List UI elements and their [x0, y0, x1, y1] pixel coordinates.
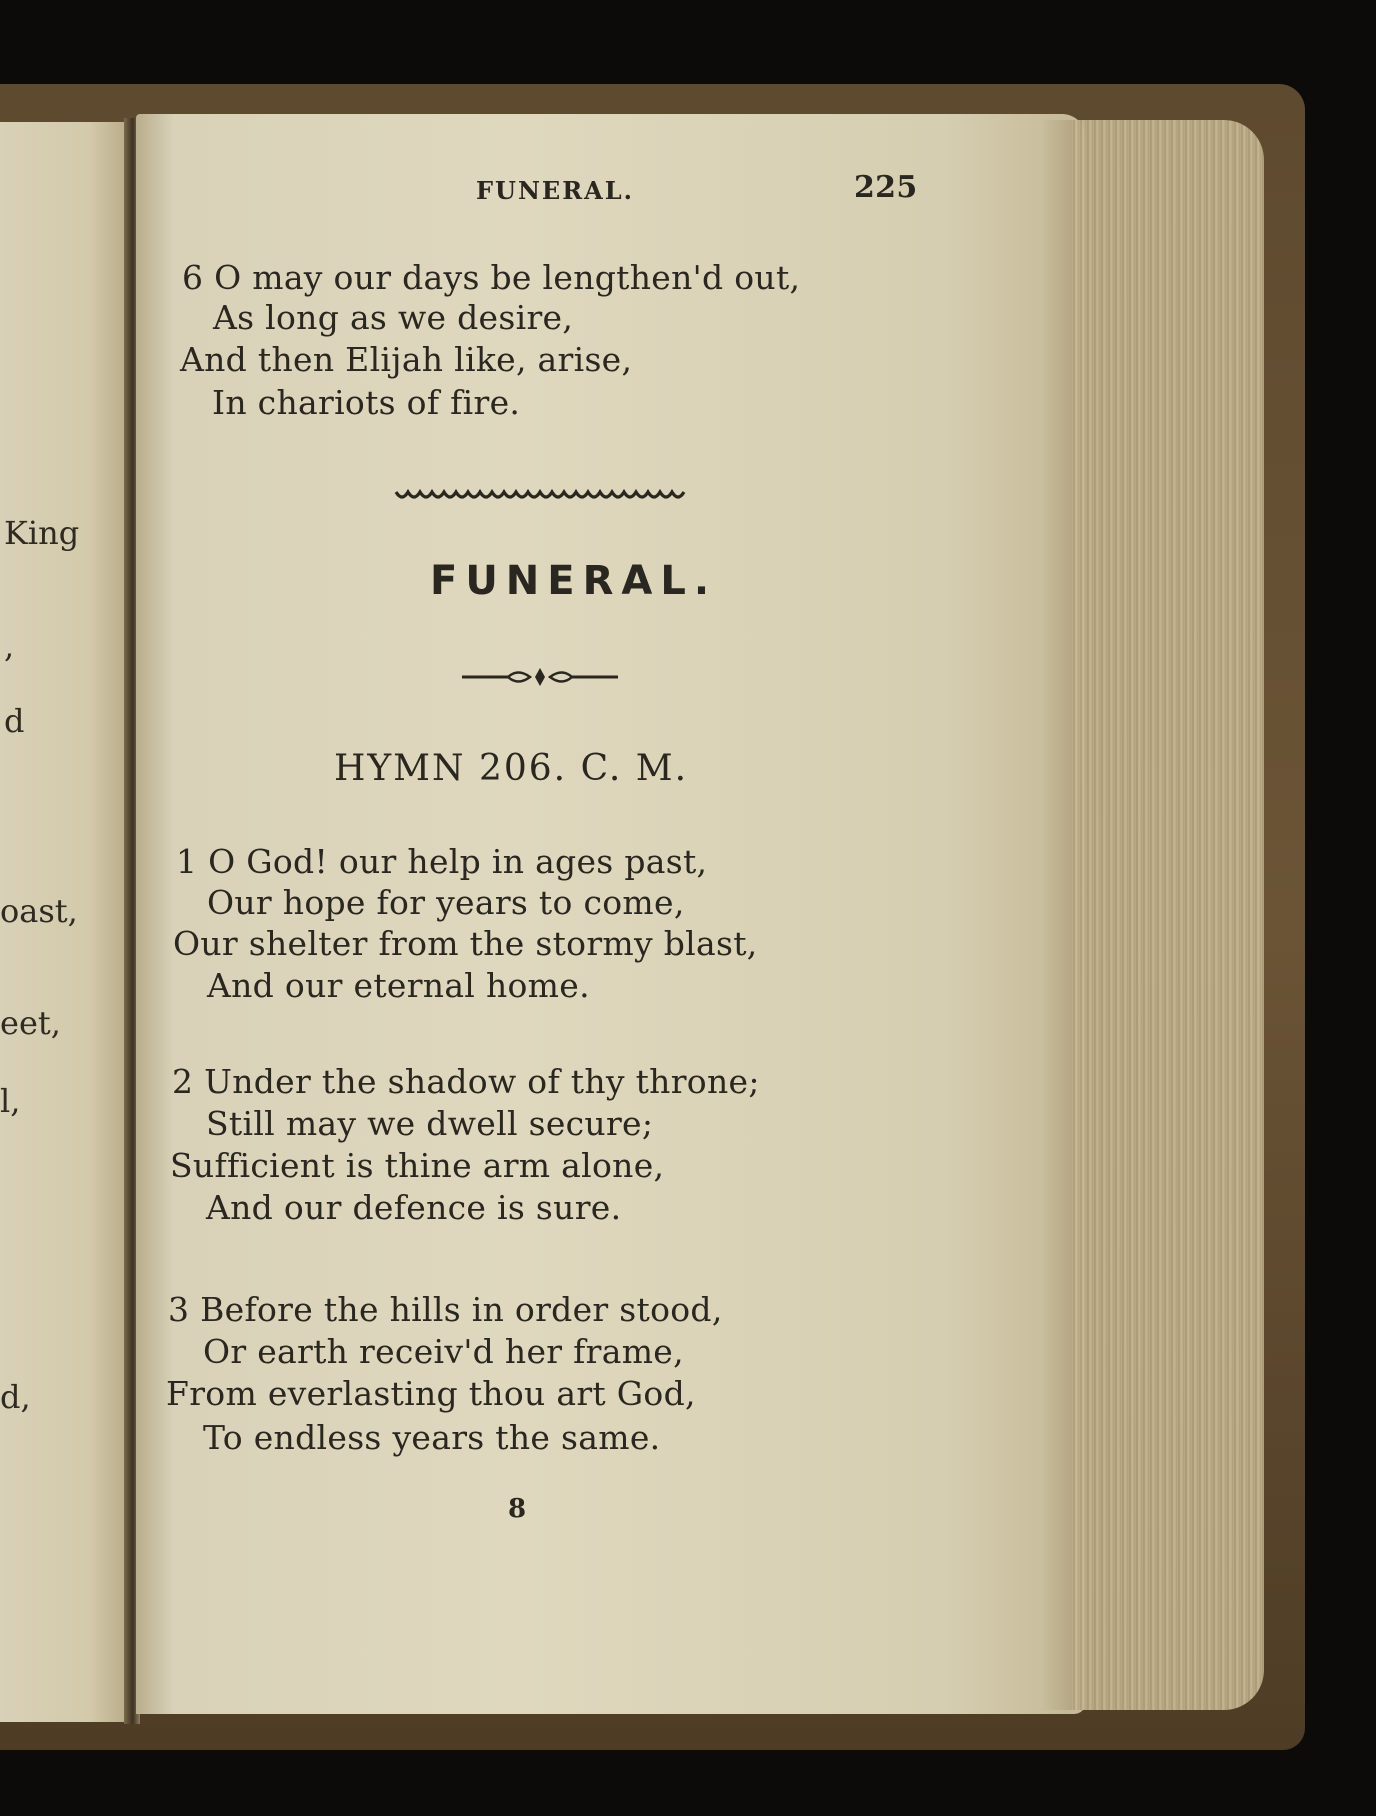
verse-line: And our defence is sure.	[206, 1188, 622, 1227]
hymn-title: HYMN 206. C. M.	[334, 748, 689, 789]
left-fragment: d	[4, 702, 25, 740]
page-number: 225	[854, 170, 918, 205]
signature-mark: 8	[508, 1494, 527, 1524]
left-fragment: eet,	[0, 1004, 61, 1042]
left-fragment: ,	[4, 627, 15, 665]
verse-line: 1 O God! our help in ages past,	[176, 842, 708, 881]
running-head: FUNERAL.	[476, 176, 634, 205]
left-fragment: l,	[0, 1082, 21, 1120]
verse-line: And our eternal home.	[207, 966, 590, 1005]
verse-line: Sufficient is thine arm alone,	[170, 1146, 665, 1185]
verse-line: To endless years the same.	[203, 1418, 661, 1457]
verse-line: 3 Before the hills in order stood,	[168, 1290, 723, 1329]
verse-line: Our hope for years to come,	[207, 883, 685, 922]
prev-verse-line: As long as we desire,	[213, 298, 574, 337]
page-edges	[1072, 120, 1264, 1710]
prev-verse-line: And then Elijah like, arise,	[180, 340, 633, 379]
left-page	[0, 122, 128, 1722]
left-fragment: d,	[0, 1378, 31, 1416]
prev-verse-line: In chariots of fire.	[212, 383, 521, 422]
left-fragment: oast,	[0, 892, 78, 930]
flourish-rule-ornament	[460, 664, 620, 690]
section-title: FUNERAL.	[430, 558, 718, 604]
prev-verse-line: 6 O may our days be lengthen'd out,	[182, 258, 801, 297]
verse-line: 2 Under the shadow of thy throne;	[172, 1062, 760, 1101]
verse-line: From everlasting thou art God,	[166, 1374, 696, 1413]
verse-line: Or earth receiv'd her frame,	[203, 1332, 684, 1371]
verse-line: Still may we dwell secure;	[206, 1104, 654, 1143]
wavy-rule-ornament	[394, 484, 690, 506]
verse-line: Our shelter from the stormy blast,	[173, 924, 758, 963]
left-fragment: King	[4, 514, 80, 552]
